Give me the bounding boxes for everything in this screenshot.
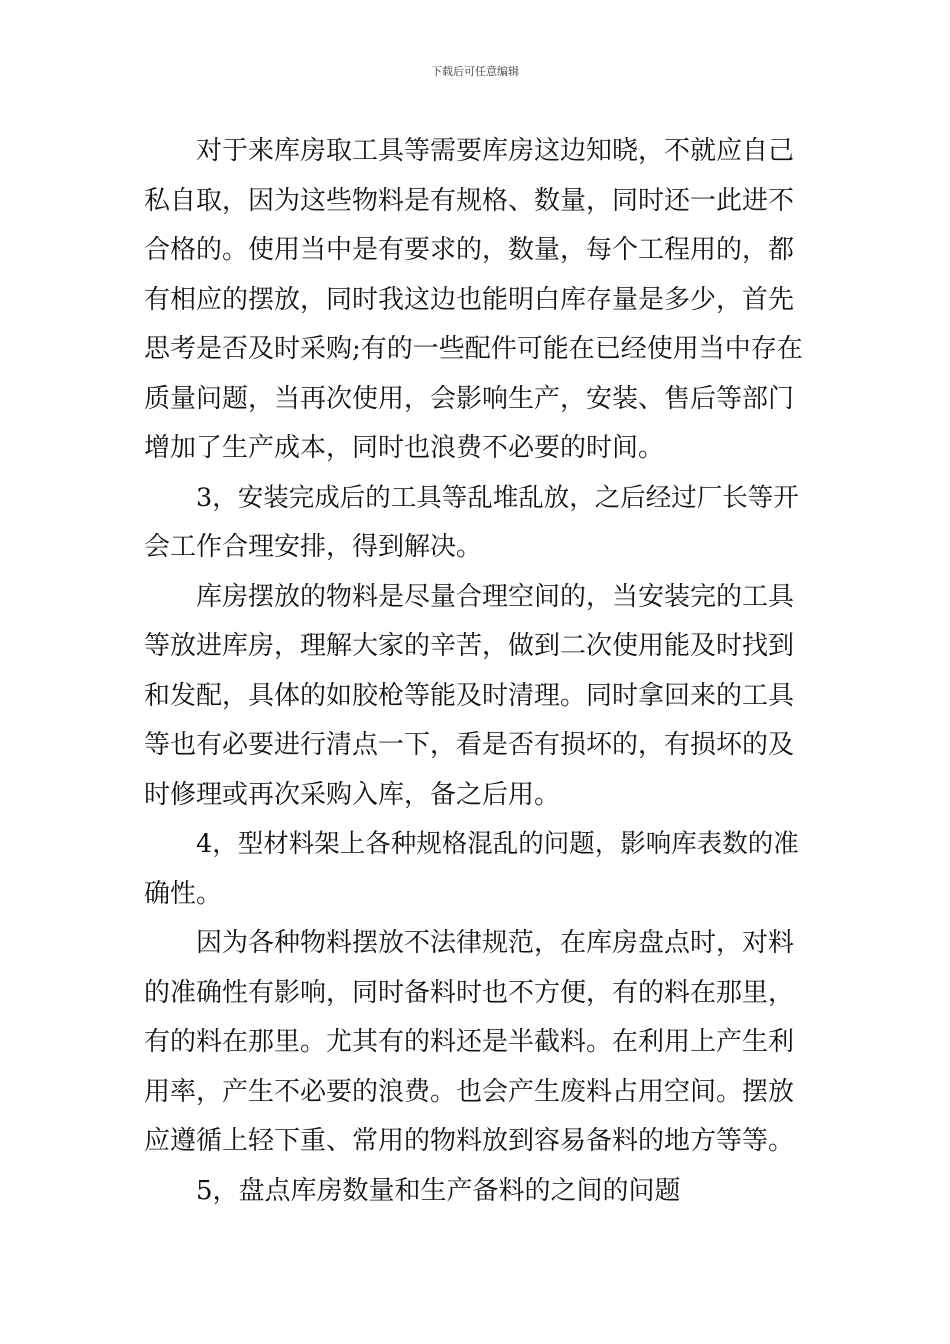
text-line: 合格的。使用当中是有要求的，数量，每个工程用的，都 (144, 235, 795, 265)
text-line: 思考是否及时采购;有的一些配件可能在已经使用当中存在 (144, 334, 803, 364)
text-line: 和发配，具体的如胶枪等能及时清理。同时拿回来的工具 (144, 680, 795, 711)
text-line: 的准确性有影响，同时备料时也不方便，有的料在那里， (144, 977, 795, 1008)
text-line: 私自取，因为这些物料是有规格、数量，同时还一此进不 (144, 185, 795, 216)
text-line: 应遵循上轻下重、常用的物料放到容易备料的地方等等。 (144, 1126, 795, 1156)
text-line: 时修理或再次采购入库，备之后用。 (144, 779, 561, 810)
text-line: 增加了生产成本，同时也浪费不必要的时间。 (144, 433, 665, 463)
text-line: 会工作合理安排，得到解决。 (144, 532, 483, 562)
text-line: 因为各种物料摆放不法律规范，在库房盘点时，对料 (196, 928, 795, 958)
text-line: 5，盘点库房数量和生产备料的之间的问题 (196, 1175, 681, 1206)
text-line: 等放进库房，理解大家的辛苦，做到二次使用能及时找到 (144, 631, 795, 661)
page-header: 下载后可任意编辑 (431, 65, 519, 78)
text-line: 有相应的摆放，同时我这边也能明白库存量是多少，首先 (144, 284, 795, 315)
text-line: 库房摆放的物料是尽量合理空间的，当安装完的工具 (196, 581, 795, 612)
text-line: 3，安装完成后的工具等乱堆乱放，之后经过厂长等开 (196, 482, 799, 513)
text-line: 质量问题，当再次使用，会影响生产，安装、售后等部门 (144, 383, 795, 414)
text-line: 4，型材料架上各种规格混乱的问题，影响库表数的准 (196, 829, 799, 859)
document-body (144, 127, 808, 1216)
text-line: 有的料在那里。尤其有的料还是半截料。在利用上产生利 (144, 1027, 795, 1057)
text-line: 等也有必要进行清点一下，看是否有损坏的，有损坏的及 (144, 730, 795, 760)
text-line: 对于来库房取工具等需要库房这边知晓，不就应自己 (196, 136, 795, 166)
text-line: 用率，产生不必要的浪费。也会产生废料占用空间。摆放 (144, 1076, 795, 1107)
text-line: 确性。 (144, 878, 223, 909)
